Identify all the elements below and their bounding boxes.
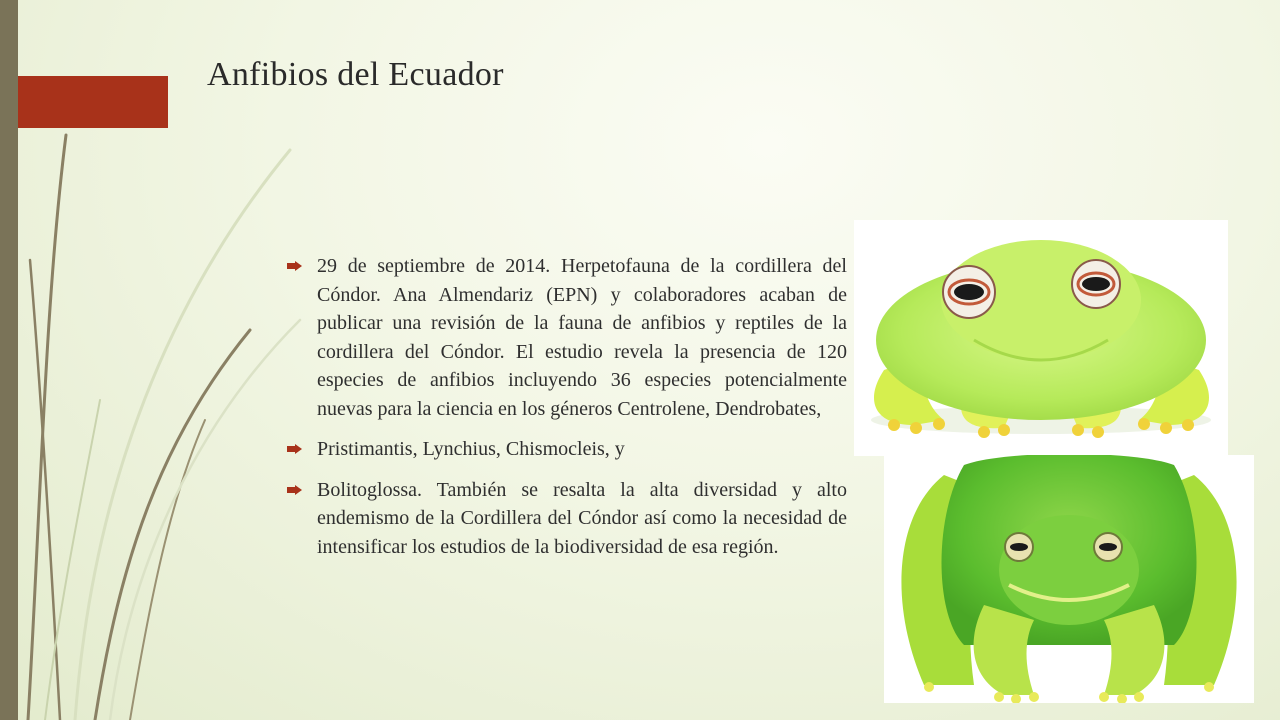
bullet-item [285, 252, 847, 423]
bullet-list [285, 252, 847, 573]
arrow-bullet-icon [287, 444, 301, 454]
bullet-text: Pristimantis, Lynchius, Chismocleis, y [317, 438, 625, 460]
glass-frog-photo [854, 220, 1228, 456]
title-ribbon [18, 76, 168, 128]
green-tree-frog-photo [884, 455, 1254, 703]
arrow-bullet-icon [287, 261, 301, 271]
arrow-bullet-icon [287, 485, 301, 495]
bullet-text: 29 de septiembre de 2014. Herpetofauna de la cordillera del Cóndor. Ana Almendariz (EPN) y colaboradores acaban de publicar una revisión de la fauna de anfibios y reptiles de la cordillera del Cóndor. El estudio revela la presencia de 120 especies de anfibios incluyendo 36 especies potencialmente nuevas para la ciencia en los géneros Centrolene, Dendrobates, [317, 255, 847, 420]
bullet-item [285, 435, 847, 464]
bullet-text: Bolitoglossa. También se resalta la alta diversidad y alto endemismo de la Cordillera del Cóndor así como la necesidad de intensificar los estudios de la biodiversidad de esa región. [317, 478, 847, 558]
bullet-item [285, 476, 847, 562]
slide-title: Anfibios del Ecuador [207, 56, 504, 93]
